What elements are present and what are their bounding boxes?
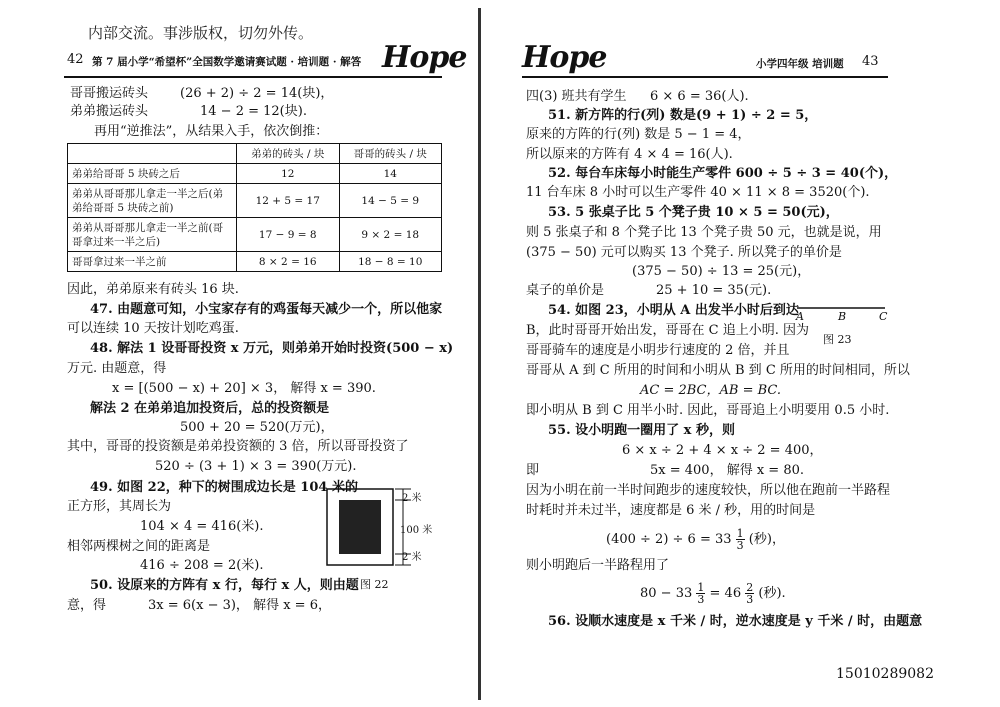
- fraction-one-third: [736, 528, 745, 551]
- hope-logo-left: Hope: [382, 40, 467, 75]
- text-line: 52. 每台车床每小时能生产零件 600 ÷ 5 ÷ 3 = 40(个)，: [548, 166, 898, 181]
- hope-logo-right: Hope: [522, 40, 607, 75]
- text-line: 54. 如图 23，小明从 A 出发半小时后到达: [548, 303, 799, 318]
- table-cell: 12: [237, 164, 340, 184]
- text-line: 因为小明在前一半时间跑步的速度较快，所以他在跑前一半路程: [526, 483, 891, 498]
- text-line: 哥哥搬运砖头: [70, 86, 149, 101]
- text-line: 解法 2 在弟弟追加投资后，总的投资额是: [90, 401, 330, 416]
- right-page-number: 43: [862, 54, 879, 69]
- text-line: 51. 新方阵的行(列) 数是(9 + 1) ÷ 2 = 5，: [548, 108, 818, 123]
- book-spine: [478, 8, 481, 700]
- text-line: 即: [526, 463, 540, 478]
- fraction-denominator: 3: [697, 593, 705, 606]
- text-line: 原来的方阵的行(列) 数是 5 − 1 = 4，: [526, 127, 751, 142]
- table-cell: 18 − 8 = 10: [339, 252, 442, 272]
- text-line: 弟弟搬运砖头: [70, 104, 149, 119]
- math-expression: = 46: [709, 586, 742, 601]
- math-expression: 80 − 33: [640, 586, 693, 601]
- text-line: 则小明跑后一半路程用了: [526, 558, 670, 573]
- table-cell: 9 × 2 = 18: [339, 218, 442, 252]
- figure-22-label-bottom: 2 米: [402, 552, 422, 563]
- bricks-table: [67, 143, 442, 272]
- math-line: [640, 582, 786, 605]
- fraction-two-thirds: [745, 582, 754, 605]
- text-line: 哥哥从 A 到 C 所用的时间和小明从 B 到 C 所用的时间相同，所以: [526, 363, 910, 378]
- fraction-numerator: 2: [746, 581, 754, 594]
- table-cell: 哥哥拿过来一半之前: [68, 252, 237, 272]
- figure-22-label-top: 2 米: [402, 493, 422, 504]
- table-cell: 17 − 9 = 8: [237, 218, 340, 252]
- phone-number: 15010289082: [836, 666, 934, 682]
- fraction-numerator: 1: [736, 527, 744, 540]
- text-line: 3x = 6(x − 3)， 解得 x = 6，: [148, 598, 331, 613]
- left-header-rule: [64, 76, 442, 78]
- text-line: 哥哥骑车的速度是小明步行速度的 2 倍，并且: [526, 343, 790, 358]
- text-line: (375 − 50) 元可以购买 13 个凳子. 所以凳子的单价是: [526, 245, 842, 260]
- text-line: 6 × x ÷ 2 + 4 × x ÷ 2 = 400，: [622, 443, 823, 458]
- text-line: 11 台车床 8 小时可以生产零件 40 × 11 × 8 = 3520(个).: [526, 185, 870, 200]
- text-line: 55. 设小明跑一圈用了 x 秒，则: [548, 423, 735, 438]
- fraction-one-third: [696, 582, 705, 605]
- text-line: 6 × 6 = 36(人).: [650, 89, 749, 104]
- text-line: 桌子的单价是: [526, 283, 605, 298]
- fraction-denominator: 3: [736, 539, 744, 552]
- text-line: 正方形，其周长为: [67, 499, 172, 514]
- text-line: AC = 2BC，AB = BC.: [640, 383, 782, 398]
- text-line: (26 + 2) ÷ 2 = 14(块)，: [180, 86, 334, 101]
- table-cell: 弟弟从哥哥那儿拿走一半之前(哥哥拿过来一半之后): [68, 218, 237, 252]
- text-line: 56. 设顺水速度是 x 千米 / 时，逆水速度是 y 千米 / 时，由题意: [548, 614, 923, 629]
- text-line: 104 × 4 = 416(米).: [140, 519, 264, 534]
- right-header-rule: [522, 76, 888, 78]
- text-line: 48. 解法 1 设哥哥投资 x 万元，则弟弟开始时投资(500 − x): [90, 341, 454, 356]
- table-cell: 8 × 2 = 16: [237, 252, 340, 272]
- text-line: 即小明从 B 到 C 用半小时. 因此，哥哥追上小明要用 0.5 小时.: [526, 403, 890, 418]
- math-unit: (秒).: [758, 586, 786, 601]
- text-line: 四(3) 班共有学生: [526, 89, 627, 104]
- table-row: [68, 184, 442, 218]
- table-cell: 弟弟给哥哥 5 块砖之后: [68, 164, 237, 184]
- table-cell: 12 + 5 = 17: [237, 184, 340, 218]
- table-row: [68, 218, 442, 252]
- text-line: 25 + 10 = 35(元).: [656, 283, 772, 298]
- figure-23-point-a: A: [796, 310, 804, 323]
- right-header: 小学四年级 培训题: [756, 58, 844, 70]
- figure-23-caption: 图 23: [823, 333, 852, 346]
- text-line: 520 ÷ (3 + 1) × 3 = 390(万元).: [155, 459, 357, 474]
- table-header-cell: 弟弟的砖头 / 块: [237, 144, 340, 164]
- figure-22-caption: 图 22: [360, 578, 389, 591]
- text-line: 14 − 2 = 12(块).: [200, 104, 307, 119]
- text-line: 50. 设原来的方阵有 x 行，每行 x 人，则由题: [90, 578, 359, 593]
- text-line: 时耗时并未过半，速度都是 6 米 / 秒，用的时间是: [526, 503, 816, 518]
- text-line: 53. 5 张桌子比 5 个凳子贵 10 × 5 = 50(元)，: [548, 205, 839, 220]
- math-expression: (400 ÷ 2) ÷ 6 = 33: [606, 532, 732, 547]
- table-row: [68, 252, 442, 272]
- text-line: 5x = 400， 解得 x = 80.: [650, 463, 805, 478]
- figure-23-point-b: B: [838, 310, 847, 323]
- text-line: 49. 如图 22，种下的树围成边长是 104 米的: [90, 480, 358, 495]
- table-cell: 弟弟从哥哥那儿拿走一半之后(弟弟给哥哥 5 块砖之前): [68, 184, 237, 218]
- text-line: B，此时哥哥开始出发，哥哥在 C 追上小明. 因为: [526, 323, 810, 338]
- figure-23-point-c: C: [879, 310, 888, 323]
- watermark-text: 内部交流。事涉版权，切勿外传。: [88, 24, 314, 42]
- text-line: 因此，弟弟原来有砖头 16 块.: [67, 282, 239, 297]
- text-line: 其中，哥哥的投资额是弟弟投资额的 3 倍，所以哥哥投资了: [67, 439, 409, 454]
- text-line: 可以连续 10 天按计划吃鸡蛋.: [67, 321, 239, 336]
- table-cell: 14 − 5 = 9: [339, 184, 442, 218]
- fraction-numerator: 1: [697, 581, 705, 594]
- left-header: 第 7 届小学“希望杯”全国数学邀请赛试题 · 培训题 · 解答: [92, 56, 362, 68]
- math-line: [606, 528, 785, 551]
- table-row: [68, 164, 442, 184]
- text-line: 47. 由题意可知，小宝家存有的鸡蛋每天减少一个，所以他家: [90, 302, 443, 317]
- text-line: 500 + 20 = 520(万元)，: [180, 420, 334, 435]
- text-line: 则 5 张桌子和 8 个凳子比 13 个凳子贵 50 元，也就是说，用: [526, 225, 882, 240]
- text-line: 意，得: [67, 598, 107, 613]
- text-line: 再用“逆推法”，从结果入手，依次倒推：: [94, 124, 329, 139]
- fraction-denominator: 3: [746, 593, 754, 606]
- text-line: 相邻两棵树之间的距离是: [67, 539, 211, 554]
- text-line: x = [(500 − x) + 20] × 3， 解得 x = 390.: [112, 381, 376, 396]
- left-page-number: 42: [67, 52, 84, 67]
- text-line: 416 ÷ 208 = 2(米).: [140, 558, 264, 573]
- figure-22-label-mid: 100 米: [400, 525, 433, 536]
- table-header-cell: 哥哥的砖头 / 块: [339, 144, 442, 164]
- math-unit: (秒)，: [748, 532, 785, 547]
- text-line: (375 − 50) ÷ 13 = 25(元)，: [632, 264, 811, 279]
- table-header-cell: [68, 144, 237, 164]
- text-line: 万元. 由题意，得: [67, 361, 167, 376]
- table-cell: 14: [339, 164, 442, 184]
- text-line: 所以原来的方阵有 4 × 4 = 16(人).: [526, 147, 733, 162]
